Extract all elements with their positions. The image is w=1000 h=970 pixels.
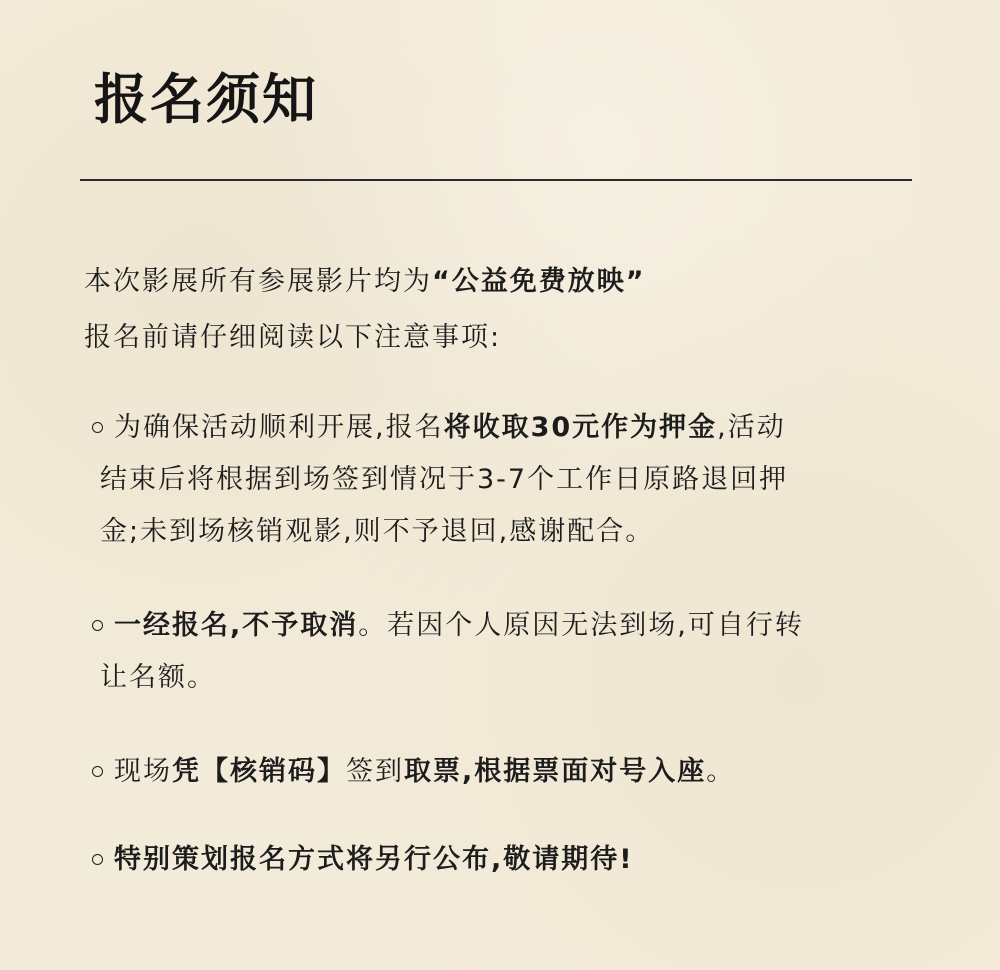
intro-text: 本次影展所有参展影片均为: [84, 266, 432, 297]
notice-item-deposit: [90, 402, 924, 558]
intro-paragraph: [84, 254, 924, 366]
notice-line: [90, 834, 924, 886]
notice-item-checkin: [90, 746, 924, 798]
notice-highlight: 凭【核销码】: [172, 756, 346, 787]
notice-line: 让名额。: [100, 662, 216, 693]
notice-highlight: 特别策划报名方式将另行公布,敬请期待!: [114, 844, 634, 875]
title-divider: [80, 179, 912, 181]
notice-line: [90, 600, 924, 652]
notice-item-no-cancel: [90, 600, 924, 704]
intro-line-1: [84, 254, 924, 310]
notice-text: 为确保活动顺利开展,报名: [114, 412, 444, 443]
notice-highlight: 将收取30元作为押金: [443, 412, 718, 443]
notice-line: 结束后将根据到场签到情况于3-7个工作日原路退回押: [100, 464, 789, 495]
notice-item-special: [90, 834, 924, 886]
intro-highlight: “公益免费放映”: [432, 266, 646, 297]
bullet-circle-icon: [92, 620, 103, 631]
notice-line: [90, 402, 924, 454]
bullet-circle-icon: [92, 422, 103, 433]
notice-line: [90, 746, 924, 798]
notice-text: 现场: [114, 756, 172, 787]
intro-line-2: 报名前请仔细阅读以下注意事项:: [84, 322, 502, 353]
notice-line: 金;未到场核销观影,则不予退回,感谢配合。: [100, 516, 655, 547]
notice-text: 。: [706, 756, 736, 787]
bullet-circle-icon: [92, 766, 103, 777]
notice-highlight: 取票,根据票面对号入座: [404, 756, 707, 787]
notice-text: 。若因个人原因无法到场,可自行转: [358, 610, 804, 641]
page-title: 报名须知: [94, 68, 318, 131]
notice-highlight: 一经报名,不予取消: [114, 610, 359, 641]
notice-text: ,活动: [717, 412, 786, 443]
bullet-circle-icon: [92, 854, 103, 865]
notice-text: 签到: [346, 756, 404, 787]
